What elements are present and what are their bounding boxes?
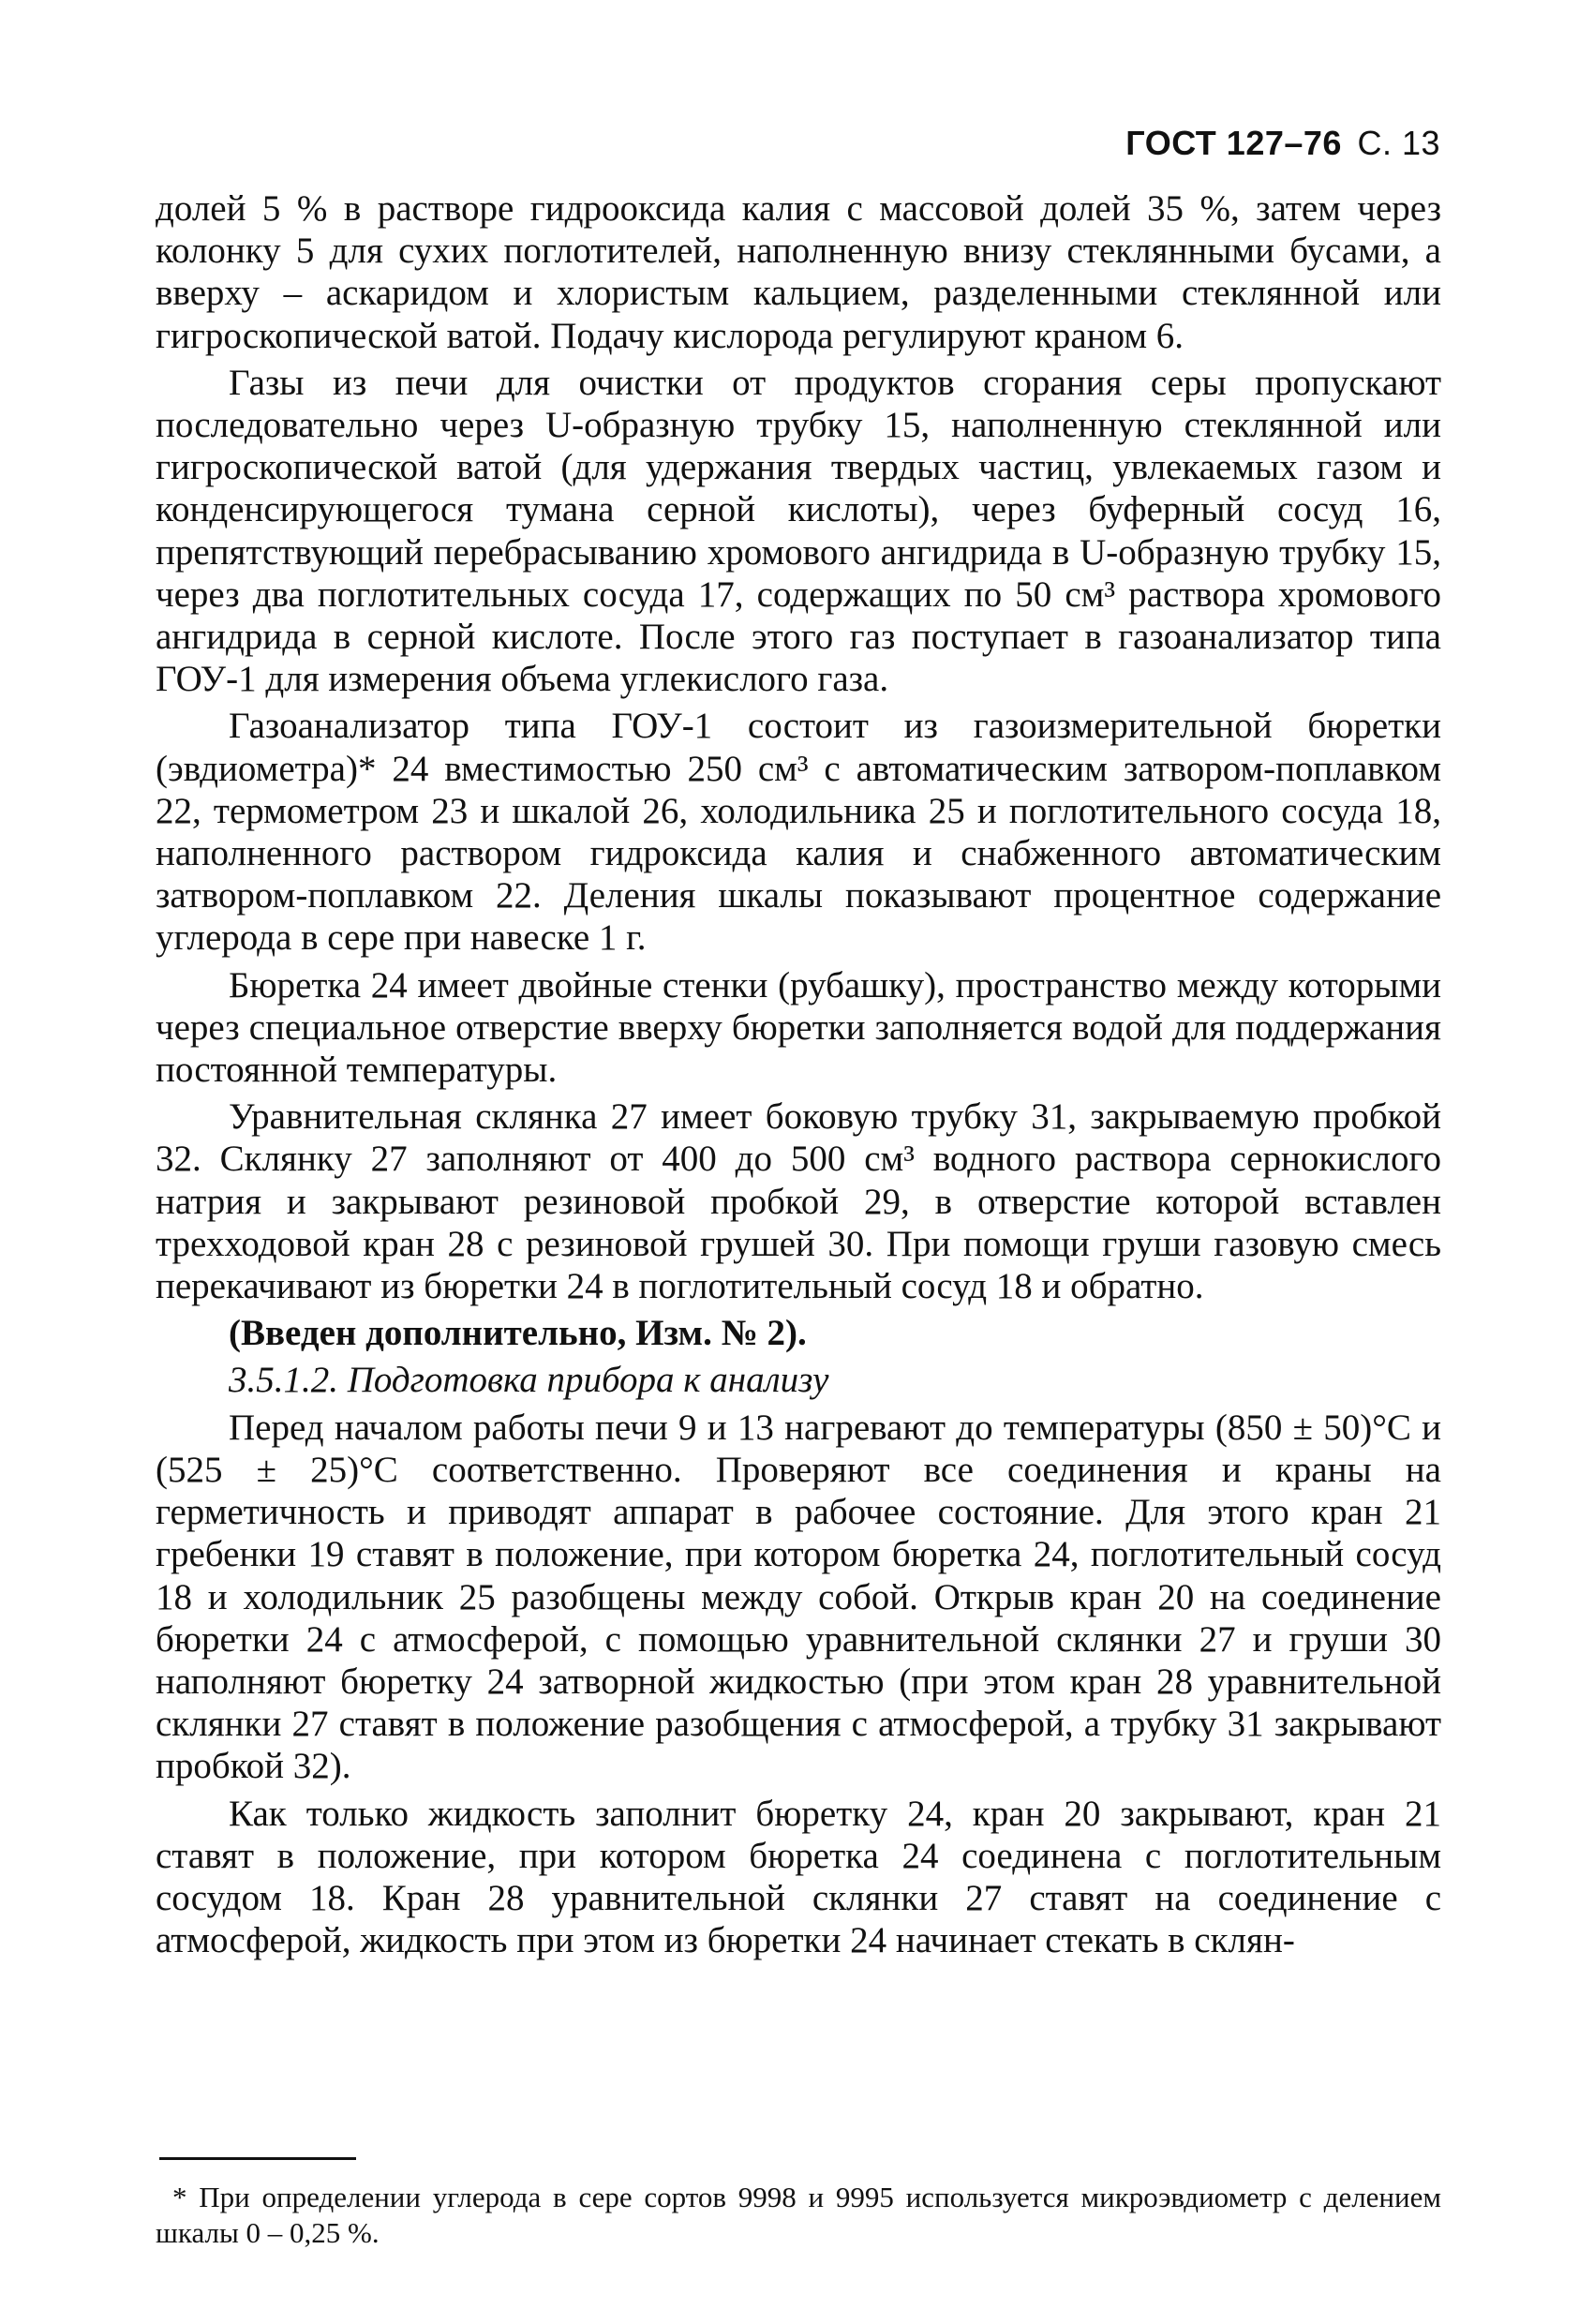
footnote [156,2180,1441,2251]
paragraph: Перед началом работы печи 9 и 13 нагревают до температуры (850 ± 50)°С и (525 ± 25)°С соответственно. Проверяют все соединения и краны на герметичность и приводят аппарат в рабочее состояние. Для этого кран 21 гребенки 19 ставят в положение, при котором бюретка 24, поглотительный сосуд 18 и холодильник 25 разобщены между собой. Открыв кран 20 на соединение бюретки 24 с атмосферой, с помощью уравнительной склянки 27 и груши 30 наполняют бюретку 24 затворной жидкостью (при этом кран 28 уравнительной склянки 27 ставят в положение разобщения с атмосферой, а трубку 31 закрывают пробкой 32). [156,1407,1441,1787]
footnote-rule [159,2157,356,2160]
paragraph: Уравнительная склянка 27 имеет боковую трубку 31, закрываемую пробкой 32. Склянку 27 заполняют от 400 до 500 см³ водного раствора сернокислого натрия и закрывают резиновой пробкой 29, в отверстие которой вставлен трехходовой кран 28 с резиновой грушей 30. При помощи груши газовую смесь перекачивают из бюретки 24 в поглотительный сосуд 18 и обратно. [156,1096,1441,1307]
section-heading: 3.5.1.2. Подготовка прибора к анализу [229,1360,829,1401]
paragraph: Бюретка 24 имеет двойные стенки (рубашку), пространство между которыми через специальное отверстие вверху бюретки заполняется водой для поддержания постоянной температуры. [156,964,1441,1091]
footnote-text: * При определении углерода в сере сортов 9998 и 9995 используется микроэвдиометр с делением шкалы 0 – 0,25 %. [156,2181,1441,2249]
page-header [1125,124,1440,163]
paragraph: долей 5 % в растворе гидрооксида калия с массовой долей 35 %, затем через колонку 5 для сухих поглотителей, наполненную внизу стеклянными бусами, а вверху – аскаридом и хлористым кальцием, разделенными стеклянной или гигроскопической ватой. Подачу кислорода регулируют краном 6. [156,188,1441,356]
paragraph: Газоанализатор типа ГОУ-1 состоит из газоизмерительной бюретки (эвдиометра)* 24 вместимостью 250 см³ с автоматическим затвором-поплавком 22, термометром 23 и шкалой 26, холодильника 25 и поглотительного сосуда 18, наполненного раствором гидроксида калия и снабженного автоматическим затвором-поплавком 22. Деления шкалы показывают процентное содержание углерода в сере при навеске 1 г. [156,706,1441,959]
document-number: ГОСТ 127–76 [1125,124,1342,162]
page-number: С. 13 [1357,124,1440,162]
document-body [156,187,1441,1966]
amendment-note: (Введен дополнительно, Изм. № 2). [229,1313,807,1354]
paragraph: Газы из печи для очистки от продуктов сгорания серы пропускают последовательно через U-образную трубку 15, наполненную стеклянной или гигроскопической ватой (для удержания твердых частиц, увлекаемых газом и конденсирующегося тумана серной кислоты), через буферный сосуд 16, препятствующий перебрасыванию хромового ангидрида в U-образную трубку 15, через два поглотительных сосуда 17, содержащих по 50 см³ раствора хромового ангидрида в серной кислоте. После этого газ поступает в газоанализатор типа ГОУ-1 для измерения объема углекислого газа. [156,362,1441,700]
paragraph: Как только жидкость заполнит бюретку 24, кран 20 закрывают, кран 21 ставят в положение, при котором бюретка 24 соединена с поглотительным сосудом 18. Кран 28 уравнительной склянки 27 ставят на соединение с атмосферой, жидкость при этом из бюретки 24 начинает стекать в склян- [156,1793,1441,1961]
